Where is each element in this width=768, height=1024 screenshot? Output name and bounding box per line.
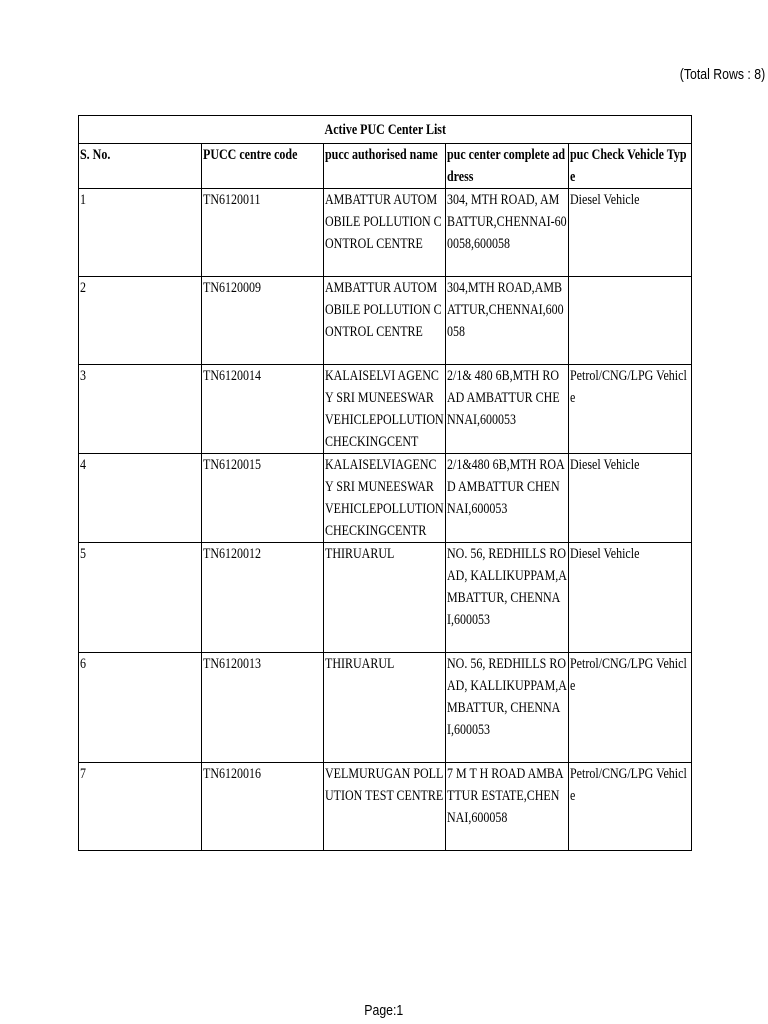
table-row <box>79 763 692 851</box>
cell-sno: 1 <box>79 189 202 277</box>
cell-vehicle-type: Diesel Vehicle <box>569 454 692 543</box>
table-row <box>79 189 692 277</box>
cell-sno: 2 <box>79 277 202 365</box>
cell-code: TN6120009 <box>202 277 324 365</box>
table-title-row <box>79 116 692 144</box>
cell-name: AMBATTUR AUTOMOBILE POLLUTION CONTROL CENTRE <box>324 277 446 365</box>
cell-code: TN6120016 <box>202 763 324 851</box>
page-number: Page:1 <box>364 1002 404 1019</box>
cell-name: KALAISELVI AGENCY SRI MUNEESWAR VEHICLEPOLLUTIONCHECKINGCENT <box>324 365 446 454</box>
total-rows-count: (Total Rows : 8) <box>679 66 765 83</box>
cell-address: 2/1&480 6B,MTH ROAD AMBATTUR CHENNAI,600053 <box>446 454 569 543</box>
column-header-sno: S. No. <box>79 144 202 189</box>
cell-code: TN6120013 <box>202 653 324 763</box>
cell-sno: 3 <box>79 365 202 454</box>
cell-vehicle-type: Petrol/CNG/LPG Vehicle <box>569 763 692 851</box>
column-header-address: puc center complete address <box>446 144 569 189</box>
column-header-code: PUCC centre code <box>202 144 324 189</box>
cell-vehicle-type: Diesel Vehicle <box>569 189 692 277</box>
cell-code: TN6120014 <box>202 365 324 454</box>
table-row <box>79 653 692 763</box>
column-header-row <box>79 144 692 189</box>
cell-code: TN6120015 <box>202 454 324 543</box>
table-row <box>79 454 692 543</box>
cell-name: VELMURUGAN POLLUTION TEST CENTRE <box>324 763 446 851</box>
column-header-vehicle-type: puc Check Vehicle Type <box>569 144 692 189</box>
table-row <box>79 277 692 365</box>
cell-name: THIRUARUL <box>324 543 446 653</box>
puc-center-table <box>78 115 692 851</box>
cell-vehicle-type <box>569 277 692 365</box>
cell-address: 304,MTH ROAD,AMBATTUR,CHENNAI,600058 <box>446 277 569 365</box>
cell-address: 7 M T H ROAD AMBATTUR ESTATE,CHENNAI,600058 <box>446 763 569 851</box>
cell-sno: 4 <box>79 454 202 543</box>
table-title: Active PUC Center List <box>79 116 692 144</box>
cell-sno: 5 <box>79 543 202 653</box>
cell-vehicle-type: Petrol/CNG/LPG Vehicle <box>569 653 692 763</box>
cell-sno: 6 <box>79 653 202 763</box>
cell-code: TN6120012 <box>202 543 324 653</box>
table-row <box>79 365 692 454</box>
cell-vehicle-type: Petrol/CNG/LPG Vehicle <box>569 365 692 454</box>
cell-sno: 7 <box>79 763 202 851</box>
cell-name: KALAISELVIAGENCY SRI MUNEESWAR VEHICLEPOLLUTIONCHECKINGCENTR <box>324 454 446 543</box>
cell-address: NO. 56, REDHILLS ROAD, KALLIKUPPAM,AMBATTUR, CHENNAI,600053 <box>446 653 569 763</box>
table-row <box>79 543 692 653</box>
cell-address: NO. 56, REDHILLS ROAD, KALLIKUPPAM,AMBATTUR, CHENNAI,600053 <box>446 543 569 653</box>
column-header-name: pucc authorised name <box>324 144 446 189</box>
cell-address: 2/1& 480 6B,MTH ROAD AMBATTUR CHENNAI,600053 <box>446 365 569 454</box>
cell-address: 304, MTH ROAD, AMBATTUR,CHENNAI-600058,600058 <box>446 189 569 277</box>
cell-code: TN6120011 <box>202 189 324 277</box>
cell-name: AMBATTUR AUTOMOBILE POLLUTION CONTROL CENTRE <box>324 189 446 277</box>
cell-vehicle-type: Diesel Vehicle <box>569 543 692 653</box>
cell-name: THIRUARUL <box>324 653 446 763</box>
